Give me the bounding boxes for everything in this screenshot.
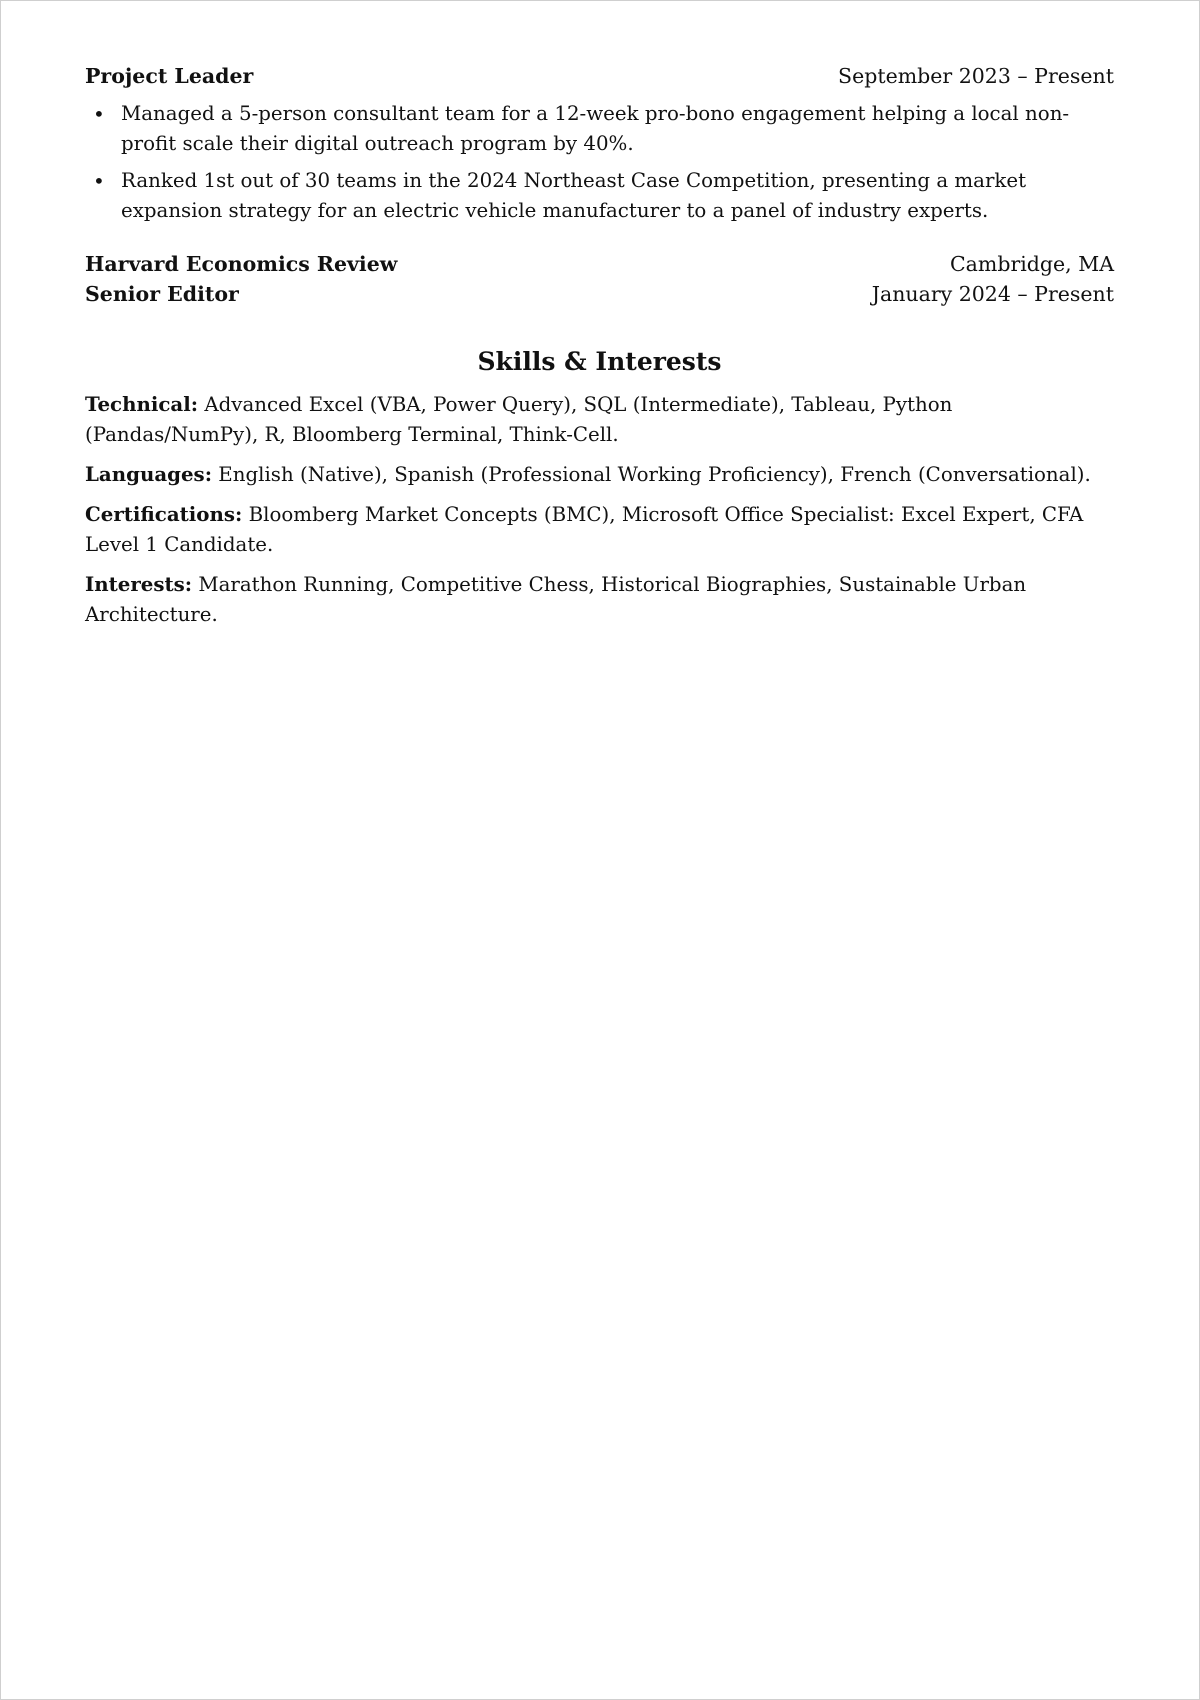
role-bullet: • Managed a 5-person consultant team for a 12-week pro-bono engagement helping a local non-profit scale their digital outreach program by 40%. [121,99,1114,159]
role-dates: September 2023 – Present [838,64,1114,88]
role-bullet: • Ranked 1st out of 30 teams in the 2024 Northeast Case Competition, presenting a market expansion strategy for an electric vehicle manufacturer to a panel of industry experts. [121,166,1114,226]
organization-position: Senior Editor [85,282,239,306]
skill-text: English (Native), Spanish (Professional Working Proficiency), French (Conversational). [218,463,1091,486]
organization-position-row [85,279,1114,309]
skill-label: Interests: [85,572,193,596]
role-header [85,61,1114,91]
role-title: Project Leader [85,64,254,88]
skill-technical [85,389,1114,450]
skill-text: Marathon Running, Competitive Chess, Historical Biographies, Sustainable Urban Architecture. [85,573,1027,626]
skill-text: Advanced Excel (VBA, Power Query), SQL (Intermediate), Tableau, Python (Pandas/NumPy), R, Bloomberg Terminal, Think-Cell. [85,393,953,446]
skills-section-heading: Skills & Interests [477,347,722,376]
skill-certifications [85,499,1114,560]
skill-text: Bloomberg Market Concepts (BMC), Microsoft Office Specialist: Excel Expert, CFA Level 1 Candidate. [85,503,1084,556]
organization-dates: January 2024 – Present [871,282,1114,306]
organization-name: Harvard Economics Review [85,252,398,276]
organization-block [85,249,1114,309]
skill-label: Technical: [85,392,199,416]
skill-interests [85,569,1114,630]
organization-header [85,249,1114,279]
skill-languages [85,459,1114,490]
resume-content [85,61,1114,639]
skill-label: Certifications: [85,502,243,526]
role-bullet-list [85,99,1114,226]
organization-location: Cambridge, MA [949,252,1114,276]
skill-label: Languages: [85,462,212,486]
